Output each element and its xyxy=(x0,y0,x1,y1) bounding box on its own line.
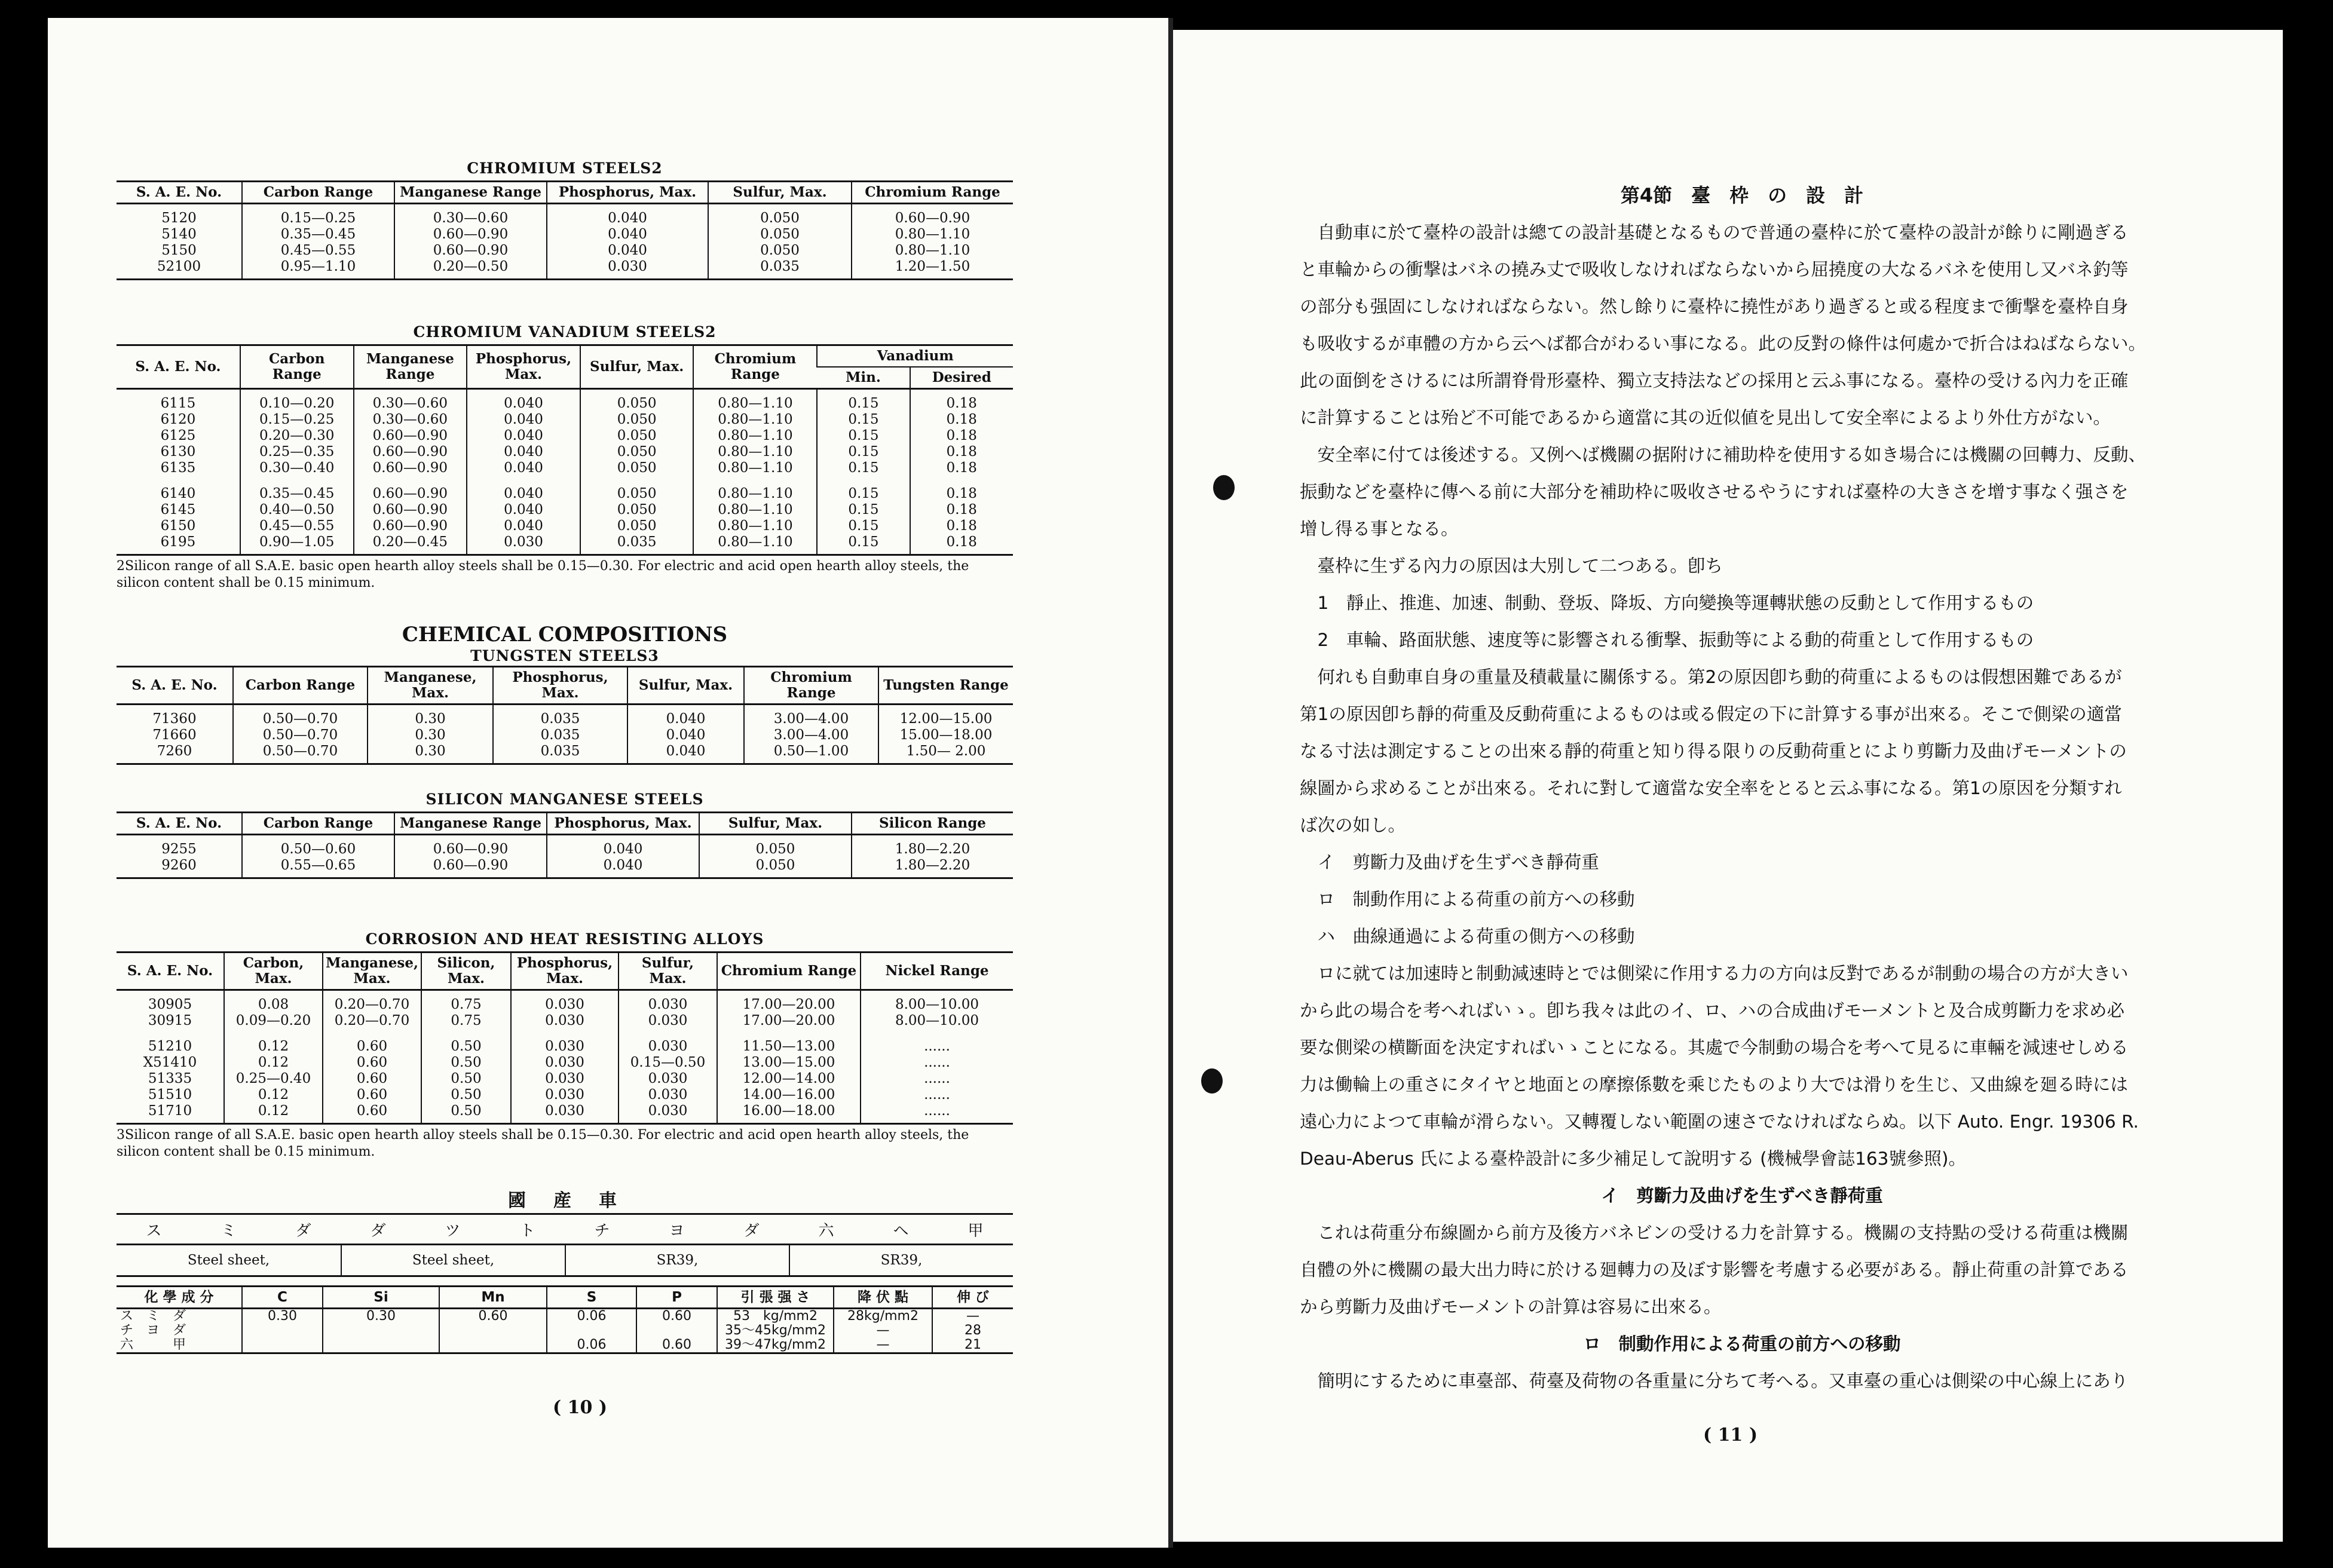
col-vanadium-min: Min. xyxy=(817,367,910,389)
table-cell: 0.030 0.030 xyxy=(619,990,717,1033)
col-sulfur: Sulfur, Max. xyxy=(708,182,852,204)
col-chromium: Chromium Range xyxy=(852,182,1013,204)
table-cell: 8.00—10.00 8.00—10.00 xyxy=(861,990,1013,1033)
col-elong: 伸 び xyxy=(932,1287,1013,1309)
table-cell: 0.50 0.50 0.50 0.50 0.50 xyxy=(421,1033,511,1124)
table-cell: 11.50—13.00 13.00—15.00 12.00—14.00 14.00—16.00 16.00—18.00 xyxy=(717,1033,861,1124)
corrosion-section xyxy=(117,927,1013,1163)
table-cell: 0.040 0.040 0.040 0.030 xyxy=(547,204,708,280)
table-cell: 0.08 0.09—0.20 xyxy=(224,990,323,1033)
kokusan-header xyxy=(117,1213,1013,1245)
paragraph-line: から剪斷力及曲げモーメントの計算は容易に出來る。 xyxy=(1300,1297,1722,1317)
table-cell: 1.80—2.20 1.80—2.20 xyxy=(852,835,1013,878)
paragraph-line: 臺枠に生ずる內力の原因は大別して二つある。卽ち xyxy=(1300,556,1723,576)
table-row xyxy=(117,990,1013,1033)
paragraph-line: 要な側梁の横斷面を決定すればいゝことになる。其處で今制動の場合を考へて見るに車輛を減速せしめる xyxy=(1300,1037,2129,1058)
paragraph-line: これは荷重分布線圖から前方及後方バネビンの受ける力を計算する。機關の支持點の受ける荷重は機關 xyxy=(1300,1223,2129,1243)
col-manganese: Manganese, Max. xyxy=(368,667,493,705)
table-cell xyxy=(242,1324,323,1338)
subheading-ro: ロ 制動作用による荷重の前方への移動 xyxy=(1583,1334,1901,1354)
paragraph-line: なる寸法は測定することの出來る靜的荷重と知り得る限りの反動荷重とにより剪斷力及曲げモーメントの xyxy=(1300,741,2127,761)
table-row xyxy=(117,1338,1013,1353)
paragraph-line: に計算することは殆ど不可能であるから適當に其の近似値を見出して安全率によるより外仕方がない。 xyxy=(1300,408,2111,428)
col-carbon: Carbon Range xyxy=(242,813,394,835)
corrosion-title: CORROSION AND HEAT RESISTING ALLOYS xyxy=(365,930,764,948)
col-tensile: 引 張 强 さ xyxy=(717,1287,834,1309)
paragraph-line: 遠心力によつて車輪が滑らない。又轉覆しない範圍の速さでなければならぬ。以下 Auto. Engr. 19306 R. xyxy=(1300,1111,2139,1132)
table-cell: 30905 30915 xyxy=(148,997,192,1028)
maker-char: ト xyxy=(519,1221,535,1240)
table-cell: 0.030 0.030 0.030 0.030 0.030 xyxy=(511,1033,619,1124)
table-cell: 39～47kg/mm2 xyxy=(717,1338,834,1353)
paragraph-line: 振動などを臺枠に傳へる前に大部分を補助枠に吸收させるやうにすれば臺枠の大きさを增す事なく强さを xyxy=(1300,482,2129,502)
steel-cell: Steel sheet, xyxy=(187,1252,270,1268)
table-cell: 17.00—20.00 17.00—20.00 xyxy=(717,990,861,1033)
col-phosphorus: Phosphorus, Max. xyxy=(547,182,708,204)
col-silicon: Silicon, Max. xyxy=(421,953,511,990)
subheading-i: イ 剪斷力及曲げを生ずべき靜荷重 xyxy=(1601,1186,1883,1206)
table-cell: 0.040 0.040 0.040 0.030 xyxy=(467,480,580,555)
col-sae: S. A. E. No. xyxy=(117,667,233,705)
col-mn: Mn xyxy=(439,1287,547,1309)
col-sae: S. A. E. No. xyxy=(117,813,242,835)
table-cell: ...... ...... ...... ...... ...... xyxy=(861,1033,1013,1124)
table-cell: 0.12 0.12 0.25—0.40 0.12 0.12 xyxy=(224,1033,323,1124)
table-cell: 0.35—0.45 0.40—0.50 0.45—0.55 0.90—1.05 xyxy=(240,480,354,555)
maker-char: ダ xyxy=(370,1221,386,1240)
table-cell: 0.15 0.15 0.15 0.15 xyxy=(817,480,910,555)
table-cell: 0.040 0.040 0.040 xyxy=(627,705,744,764)
footnote-3: 3Silicon range of all S.A.E. basic open hearth alloy steels shall be 0.15—0.30. For electric and acid open hearth alloy steels, the silicon content shall be 0.15 minimum. xyxy=(117,1128,969,1159)
table-cell: チ ヨ ダ xyxy=(120,1323,186,1338)
table-cell xyxy=(242,1338,323,1353)
paragraph-line: 1 靜止、推進、加速、制動、登坂、降坂、方向變換等運轉狀態の反動として作用するもの xyxy=(1300,593,2034,613)
col-tungsten: Tungsten Range xyxy=(878,667,1013,705)
col-carbon: Carbon Range xyxy=(242,182,394,204)
table-cell: 0.15 0.15 0.15 0.15 0.15 xyxy=(817,389,910,480)
col-sulfur: Sulfur, Max. xyxy=(627,667,744,705)
maker-char: 甲 xyxy=(968,1221,984,1240)
paragraph-line: 線圖から求めることが出來る。それに對して適當な安全率をとると云ふ事になる。第1の原因を分類すれ xyxy=(1300,778,2122,798)
table-cell: — xyxy=(932,1309,1013,1324)
tungsten-title: TUNGSTEN STEELS3 xyxy=(470,647,659,664)
table-cell: 0.60—0.90 0.60—0.90 0.60—0.90 0.20—0.45 xyxy=(354,480,467,555)
table-cell: 21 xyxy=(932,1338,1013,1353)
table-cell: 35～45kg/mm2 xyxy=(717,1324,834,1338)
table-cell: 0.60 xyxy=(439,1309,547,1324)
table-cell: 0.60 xyxy=(636,1309,717,1324)
table-cell xyxy=(439,1338,547,1353)
col-silicon: Silicon Range xyxy=(852,813,1013,835)
table-cell xyxy=(547,1324,636,1338)
table-cell: 0.030 0.15—0.50 0.030 0.030 0.030 xyxy=(619,1033,717,1124)
paragraph-line: ば次の如し。 xyxy=(1300,815,1406,835)
maker-char: ス xyxy=(146,1221,162,1240)
section-title: 第4節 臺 枠 の 設 計 xyxy=(1620,184,1864,207)
col-sulfur: Sulfur, Max. xyxy=(619,953,717,990)
table-cell: 0.06 xyxy=(547,1338,636,1353)
table-cell: 0.040 0.040 0.040 0.040 0.040 xyxy=(467,389,580,480)
paragraph-line: 2 車輪、路面狀態、速度等に影響される衝撃、振動等による動的荷重として作用するもの xyxy=(1300,630,2034,650)
footnote-2: 2Silicon range of all S.A.E. basic open hearth alloy steels shall be 0.15—0.30. For electric and acid open hearth alloy steels, the silicon content shall be 0.15 minimum. xyxy=(117,559,969,590)
col-phosphorus: Phosphorus, Max. xyxy=(493,667,627,705)
paragraph-line: と車輪からの衝撃はバネの撓み丈で吸收しなければならないから屈撓度の大なるバネを使用し又バネ釣等 xyxy=(1300,259,2129,280)
table-cell: 5120 5140 5150 52100 xyxy=(117,204,242,280)
table-row xyxy=(117,480,1013,555)
table-row xyxy=(117,1324,1013,1338)
table-cell: 0.10—0.20 0.15—0.25 0.20—0.30 0.25—0.35 0.30—0.40 xyxy=(240,389,354,480)
kokusan-section xyxy=(117,1189,1013,1354)
table-cell: 0.030 0.030 xyxy=(511,990,619,1033)
col-carbon: Carbon Range xyxy=(240,345,354,389)
table-cell: 0.050 0.050 0.050 0.050 0.050 xyxy=(580,389,694,480)
steel-cell: Steel sheet, xyxy=(341,1245,565,1275)
table-cell: 6140 6145 6150 6195 xyxy=(117,480,240,555)
table-cell: 0.040 0.040 xyxy=(547,835,699,878)
table-cell: 六 甲 xyxy=(117,1338,242,1353)
table-cell: 0.30—0.60 0.30—0.60 0.60—0.90 0.60—0.90 0.60—0.90 xyxy=(354,389,467,480)
steel-cell: SR39, xyxy=(565,1245,789,1275)
col-vanadium: Vanadium xyxy=(817,345,1013,368)
paragraph-line: の部分も强固にしなければならない。然し餘りに臺枠に撓性があり過ぎると或る程度まで衝撃を臺枠自身 xyxy=(1300,296,2129,317)
col-carbon: Carbon, Max. xyxy=(224,953,323,990)
table-cell: 0.18 0.18 0.18 0.18 xyxy=(910,480,1013,555)
col-c: C xyxy=(242,1287,323,1309)
col-vanadium-desired: Desired xyxy=(910,367,1013,389)
corrosion-table xyxy=(117,951,1013,1125)
table-cell: 0.18 0.18 0.18 0.18 0.18 xyxy=(910,389,1013,480)
paragraph-line: 自體の外に機關の最大出力時に於ける廻轉力の及ぼす影響を考慮する必要がある。靜止荷重の計算である xyxy=(1300,1260,2129,1280)
col-p: P xyxy=(636,1287,717,1309)
table-cell: 0.20—0.70 0.20—0.70 xyxy=(323,990,421,1033)
paragraph-line: ロに就ては加速時と制動減速時とでは側梁に作用する力の方向は反對であるが制動の場合の方が大きい xyxy=(1300,963,2129,984)
table-cell xyxy=(323,1338,439,1353)
col-sulfur: Sulfur, Max. xyxy=(699,813,852,835)
book-fold xyxy=(1168,18,1173,1548)
paragraph-line: も吸收するが車體の方から云へば都合がわるい事になる。此の反對の條件は何處かで折合はねばならない。 xyxy=(1300,333,2147,354)
col-chromium: Chromium Range xyxy=(717,953,861,990)
kokusan-chem-table xyxy=(117,1285,1013,1354)
silicon-manganese-title: SILICON MANGANESE STEELS xyxy=(425,791,704,808)
table-cell: 0.050 0.050 xyxy=(699,835,852,878)
col-yield: 降 伏 點 xyxy=(834,1287,932,1309)
chromium-vanadium-section xyxy=(117,320,1013,594)
kokusan-maker-rokko xyxy=(789,1218,1013,1241)
chromium-steels-table xyxy=(117,180,1013,280)
col-chromium: Chromium Range xyxy=(744,667,878,705)
table-cell: 0.50—0.60 0.55—0.65 xyxy=(242,835,394,878)
table-cell: 71360 71660 7260 xyxy=(117,705,233,764)
col-chromium: Chromium Range xyxy=(693,345,817,389)
table-row xyxy=(117,389,1013,480)
paragraph-line: 力は働輪上の重さにタイヤと地面との摩擦係數を乘じたものより大では滑りを生じ、又曲線を廻る時には xyxy=(1300,1074,2128,1095)
paragraph-line: から此の場合を考へればいゝ。卽ち我々は此のイ、ロ、ハの合成曲げモーメントと及合成剪斷力を求め必 xyxy=(1300,1000,2125,1021)
table-cell: 0.06 xyxy=(547,1309,636,1324)
table-cell: 0.30 xyxy=(242,1309,323,1324)
tungsten-section xyxy=(117,623,1013,765)
table-cell: ス ミ ダ xyxy=(120,1309,186,1324)
maker-char: ツ xyxy=(445,1221,461,1240)
col-sae: S. A. E. No. xyxy=(117,345,240,389)
table-cell: 51210 X51410 51335 51510 51710 xyxy=(117,1033,224,1124)
paragraph-line: 安全率に付ては後述する。又例へば機關の据附けに補助枠を使用する如き場合には機關の回轉力、反動、 xyxy=(1300,445,2147,465)
maker-char: チ xyxy=(594,1221,610,1240)
kokusan-maker-names xyxy=(117,1218,789,1241)
maker-char: ヨ xyxy=(669,1221,685,1240)
maker-char: 六 xyxy=(818,1221,834,1240)
tungsten-table xyxy=(117,666,1013,765)
table-cell: 6115 6120 6125 6130 6135 xyxy=(160,396,196,476)
maker-char: ダ xyxy=(743,1221,760,1240)
silicon-manganese-section xyxy=(117,788,1013,879)
table-cell xyxy=(323,1324,439,1338)
maker-char: ヘ xyxy=(893,1221,909,1240)
col-nickel: Nickel Range xyxy=(861,953,1013,990)
table-cell: 0.75 0.75 xyxy=(421,990,511,1033)
col-phosphorus: Phosphorus, Max. xyxy=(547,813,699,835)
table-cell: — xyxy=(834,1324,932,1338)
table-cell: 3.00—4.00 3.00—4.00 0.50—1.00 xyxy=(744,705,878,764)
steel-cell: SR39, xyxy=(789,1245,1013,1275)
chemical-compositions-title: CHEMICAL COMPOSITIONS xyxy=(402,623,728,647)
paragraph-line: 第1の原因卽ち靜的荷重及反動荷重によるものは或る假定の下に計算する事が出來る。そこで側梁の適當 xyxy=(1300,704,2122,724)
table-cell: 0.30 xyxy=(323,1309,439,1324)
kokusan-title: 國 産 車 xyxy=(508,1190,621,1211)
col-s: S xyxy=(547,1287,636,1309)
binding-hole-mark xyxy=(1213,475,1235,500)
paragraph-line: 增し得る事となる。 xyxy=(1300,519,1459,539)
col-sae: S. A. E. No. xyxy=(117,182,242,204)
col-manganese: Manganese Range xyxy=(354,345,467,389)
table-cell: 0.50—0.70 0.50—0.70 0.50—0.70 xyxy=(233,705,368,764)
table-cell: 0.035 0.035 0.035 xyxy=(493,705,627,764)
col-manganese: Manganese Range xyxy=(394,813,547,835)
table-cell: 0.60 xyxy=(636,1338,717,1353)
col-si: Si xyxy=(323,1287,439,1309)
silicon-manganese-table xyxy=(117,811,1013,879)
paragraph-line: イ 剪斷力及曲げを生ずべき靜荷重 xyxy=(1300,852,1599,872)
col-carbon: Carbon Range xyxy=(233,667,368,705)
paragraph-line: 何れも自動車自身の重量及積載量に關係する。第2の原因卽ち動的荷重によるものは假想困難であるが xyxy=(1300,667,2122,687)
paragraph-line: 簡明にするために車臺部、荷臺及荷物の各重量に分ちて考へる。又車臺の重心は側梁の中心線上にあり xyxy=(1300,1371,2129,1391)
col-phosphorus: Phosphorus, Max. xyxy=(511,953,619,990)
table-row xyxy=(117,705,1013,764)
table-cell: 28kg/mm2 xyxy=(834,1309,932,1324)
col-manganese: Manganese, Max. xyxy=(323,953,421,990)
table-row xyxy=(117,204,1013,280)
chromium-vanadium-title: CHROMIUM VANADIUM STEELS2 xyxy=(413,323,717,341)
table-cell: 0.050 0.050 0.050 0.035 xyxy=(580,480,694,555)
page-number-right: ( 11 ) xyxy=(1703,1425,1758,1446)
maker-char: ダ xyxy=(295,1221,311,1240)
maker-char: ミ xyxy=(221,1221,237,1240)
table-cell: 12.00—15.00 15.00—18.00 1.50— 2.00 xyxy=(878,705,1013,764)
right-page-text xyxy=(1300,177,2184,1399)
chromium-steels-title: CHROMIUM STEELS2 xyxy=(467,160,663,177)
col-sae: S. A. E. No. xyxy=(117,953,224,990)
table-cell: 0.30—0.60 0.60—0.90 0.60—0.90 0.20—0.50 xyxy=(394,204,547,280)
table-cell: — xyxy=(834,1338,932,1353)
table-cell: 0.80—1.10 0.80—1.10 0.80—1.10 0.80—1.10 0.80—1.10 xyxy=(693,389,817,480)
table-cell: 28 xyxy=(932,1324,1013,1338)
table-row xyxy=(117,1033,1013,1124)
col-sulfur: Sulfur, Max. xyxy=(580,345,694,389)
page-number-left: ( 10 ) xyxy=(553,1397,608,1418)
paragraph-line: ハ 曲線通過による荷重の側方への移動 xyxy=(1300,926,1635,947)
table-cell xyxy=(636,1324,717,1338)
kokusan-steel-row xyxy=(117,1245,1013,1277)
table-cell: 0.050 0.050 0.050 0.035 xyxy=(708,204,852,280)
col-manganese: Manganese Range xyxy=(394,182,547,204)
paragraph-line: ロ 制動作用による荷重の前方への移動 xyxy=(1300,889,1635,909)
chromium-steels-section xyxy=(117,157,1013,280)
table-cell: 0.80—1.10 0.80—1.10 0.80—1.10 0.80—1.10 xyxy=(693,480,817,555)
paragraph-line: 此の面倒をさけるには所謂脊骨形臺枠、獨立支持法などの採用と云ふ事になる。臺枠の受ける內力を正確 xyxy=(1300,370,2129,391)
table-row xyxy=(117,1309,1013,1324)
table-cell: 0.15—0.25 0.35—0.45 0.45—0.55 0.95—1.10 xyxy=(242,204,394,280)
table-cell: 0.60—0.90 0.60—0.90 xyxy=(394,835,547,878)
table-cell: 53 kg/mm2 xyxy=(717,1309,834,1324)
binding-hole-mark xyxy=(1201,1068,1223,1094)
paragraph-line: 自動車に於て臺枠の設計は總ての設計基礎となるもので普通の臺枠に於て臺枠の設計が餘りに剛過ぎる xyxy=(1300,222,2129,243)
table-cell: 9255 9260 xyxy=(117,835,242,878)
chromium-vanadium-table xyxy=(117,344,1013,556)
col-chem: 化 學 成 分 xyxy=(117,1287,242,1309)
table-cell: 0.60—0.90 0.80—1.10 0.80—1.10 1.20—1.50 xyxy=(852,204,1013,280)
table-row xyxy=(117,835,1013,878)
table-cell: 0.30 0.30 0.30 xyxy=(368,705,493,764)
table-cell xyxy=(439,1324,547,1338)
paragraph-line: Deau-Aberus 氏による臺枠設計に多少補足して說明する (機械學會誌163號參照)。 xyxy=(1300,1149,1966,1169)
col-phosphorus: Phosphorus, Max. xyxy=(467,345,580,389)
table-cell: 0.60 0.60 0.60 0.60 0.60 xyxy=(323,1033,421,1124)
